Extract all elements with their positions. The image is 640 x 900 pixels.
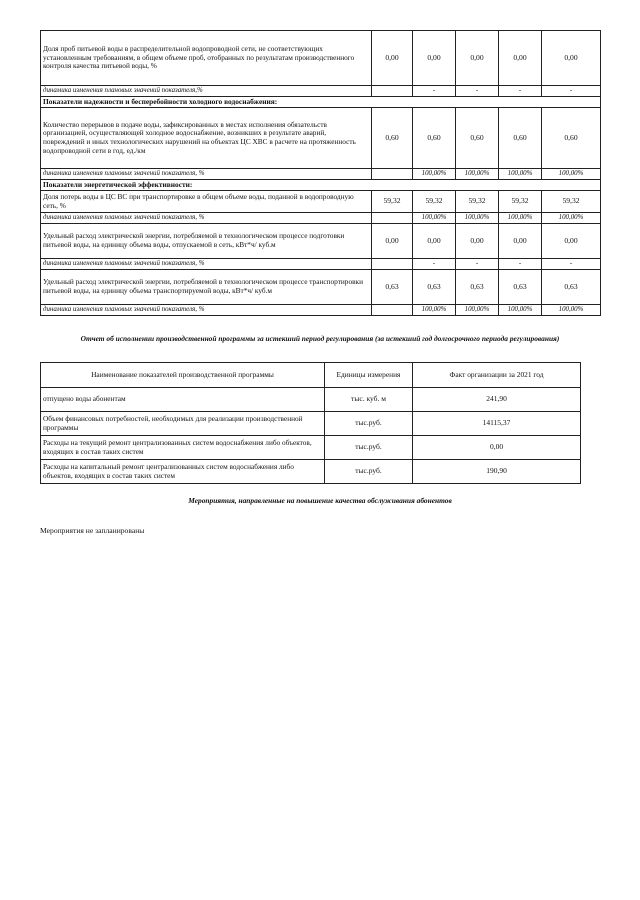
- section-reliability-title: Показатели надежности и бесперебойности холодного водоснабжения:: [41, 97, 601, 108]
- indicator-value: 0,00: [372, 224, 413, 259]
- indicator-label: Доля потерь воды в ЦС ВС при транспортировке в общем объеме воды, поданной в водопроводную сеть, %: [41, 191, 372, 213]
- section-energy-title: Показатели энергетической эффективности:: [41, 180, 601, 191]
- row-unit: тыс. куб. м: [325, 388, 413, 412]
- section-header-row: [41, 97, 601, 108]
- dynamics-value: 100,00%: [499, 213, 542, 224]
- dynamics-label: динамика изменения плановых значений показателя, %: [41, 305, 372, 316]
- dynamics-value: 100,00%: [456, 169, 499, 180]
- indicator-value: 0,60: [413, 108, 456, 169]
- table-row: [41, 436, 581, 460]
- dynamics-value: 100,00%: [542, 213, 601, 224]
- column-header-name: Наименование показателей производственной программы: [41, 363, 325, 388]
- dynamics-value: [372, 305, 413, 316]
- report-header-row: [41, 363, 581, 388]
- indicator-value: 59,32: [542, 191, 601, 213]
- indicator-value: 0,00: [413, 31, 456, 86]
- indicator-row: [41, 31, 601, 86]
- table-row: [41, 388, 581, 412]
- indicator-value: 0,60: [372, 108, 413, 169]
- dynamics-value: -: [499, 86, 542, 97]
- indicator-value: 0,00: [499, 224, 542, 259]
- dynamics-value: 100,00%: [499, 305, 542, 316]
- dynamics-row: [41, 169, 601, 180]
- indicator-value: 0,60: [542, 108, 601, 169]
- table-row: [41, 460, 581, 484]
- dynamics-value: 100,00%: [413, 305, 456, 316]
- indicator-value: 59,32: [413, 191, 456, 213]
- dynamics-value: -: [542, 86, 601, 97]
- indicator-value: 0,00: [456, 31, 499, 86]
- dynamics-value: -: [456, 86, 499, 97]
- events-caption: Мероприятия, направленные на повышение качества обслуживания абонентов: [188, 496, 452, 505]
- dynamics-row: [41, 305, 601, 316]
- row-name: Объем финансовых потребностей, необходимых для реализации производственной программы: [41, 412, 325, 436]
- table-row: [41, 412, 581, 436]
- row-value: 0,00: [413, 436, 581, 460]
- report-caption: Отчет об исполнении производственной программы за истекший период регулирования (за истекший год долгосрочного периода регулирования): [80, 334, 560, 343]
- indicator-value: 59,32: [499, 191, 542, 213]
- indicator-value: 59,32: [456, 191, 499, 213]
- column-header-unit: Единицы измерения: [325, 363, 413, 388]
- events-note: Мероприятия не запланированы: [40, 526, 145, 535]
- dynamics-row: [41, 213, 601, 224]
- dynamics-value: 100,00%: [413, 169, 456, 180]
- indicator-value: 0,63: [499, 270, 542, 305]
- dynamics-value: -: [542, 259, 601, 270]
- dynamics-value: 100,00%: [413, 213, 456, 224]
- dynamics-value: 100,00%: [456, 213, 499, 224]
- report-table: [40, 362, 581, 484]
- section-header-row: [41, 180, 601, 191]
- column-header-fact: Факт организации за 2021 год: [413, 363, 581, 388]
- indicator-label: Удельный расход электрической энергии, потребляемой в технологическом процессе подготовки питьевой воды, на единицу объема воды, отпускаемой в сеть, кВт*ч/ куб.м: [41, 224, 372, 259]
- row-value: 14115,37: [413, 412, 581, 436]
- indicator-label: Удельный расход электрической энергии, потребляемой в технологическом процессе транспортировки питьевой воды, на единицу объема транспортируемой воды, кВт*ч/ куб.м: [41, 270, 372, 305]
- indicator-value: 0,63: [372, 270, 413, 305]
- dynamics-value: [372, 86, 413, 97]
- dynamics-label: динамика изменения плановых значений показателя, %: [41, 259, 372, 270]
- indicator-label: Количество перерывов в подаче воды, зафиксированных в местах исполнения обязательств организацией, осуществляющей холодное водоснабжение, возникших в результате аварий, повреждений и иных технологических нарушений на объектах ЦС ХВС в расчете на протяженность водопроводной сети в год, ед./км: [41, 108, 372, 169]
- indicators-table: [40, 30, 601, 316]
- indicator-value: 0,00: [542, 31, 601, 86]
- indicator-value: 0,60: [456, 108, 499, 169]
- indicator-value: 0,63: [542, 270, 601, 305]
- dynamics-label: динамика изменения плановых значений показателя, %: [41, 213, 372, 224]
- dynamics-value: [372, 169, 413, 180]
- indicator-value: 0,00: [372, 31, 413, 86]
- indicator-value: 0,60: [499, 108, 542, 169]
- dynamics-row: [41, 259, 601, 270]
- dynamics-value: -: [456, 259, 499, 270]
- dynamics-value: [372, 213, 413, 224]
- dynamics-label: динамика изменения плановых значений показателя, %: [41, 169, 372, 180]
- row-unit: тыс.руб.: [325, 412, 413, 436]
- row-name: Расходы на капитальный ремонт централизованных систем водоснабжения либо объектов, входящих в состав таких систем: [41, 460, 325, 484]
- indicator-label: Доля проб питьевой воды в распределительной водопроводной сети, не соответствующих установленным требованиям, в общем объеме проб, отобранных по результатам производственного контроля качества питьевой воды, %: [41, 31, 372, 86]
- dynamics-value: [372, 259, 413, 270]
- indicator-value: 0,63: [456, 270, 499, 305]
- row-unit: тыс.руб.: [325, 436, 413, 460]
- row-value: 190,90: [413, 460, 581, 484]
- dynamics-value: -: [413, 259, 456, 270]
- dynamics-row: [41, 86, 601, 97]
- row-value: 241,90: [413, 388, 581, 412]
- dynamics-value: 100,00%: [499, 169, 542, 180]
- dynamics-value: -: [413, 86, 456, 97]
- row-name: Расходы на текущий ремонт централизованных систем водоснабжения либо объектов, входящих в состав таких систем: [41, 436, 325, 460]
- dynamics-value: 100,00%: [542, 305, 601, 316]
- indicator-row: [41, 270, 601, 305]
- indicator-value: 0,00: [499, 31, 542, 86]
- indicator-value: 0,00: [456, 224, 499, 259]
- row-unit: тыс.руб.: [325, 460, 413, 484]
- indicator-value: 0,00: [542, 224, 601, 259]
- indicator-value: 0,63: [413, 270, 456, 305]
- dynamics-label: динамика изменения плановых значений показателя,%: [41, 86, 372, 97]
- indicator-value: 59,32: [372, 191, 413, 213]
- row-name: отпущено воды абонентам: [41, 388, 325, 412]
- indicator-row: [41, 224, 601, 259]
- indicator-row: [41, 108, 601, 169]
- dynamics-value: 100,00%: [456, 305, 499, 316]
- dynamics-value: -: [499, 259, 542, 270]
- indicator-row: [41, 191, 601, 213]
- dynamics-value: 100,00%: [542, 169, 601, 180]
- indicator-value: 0,00: [413, 224, 456, 259]
